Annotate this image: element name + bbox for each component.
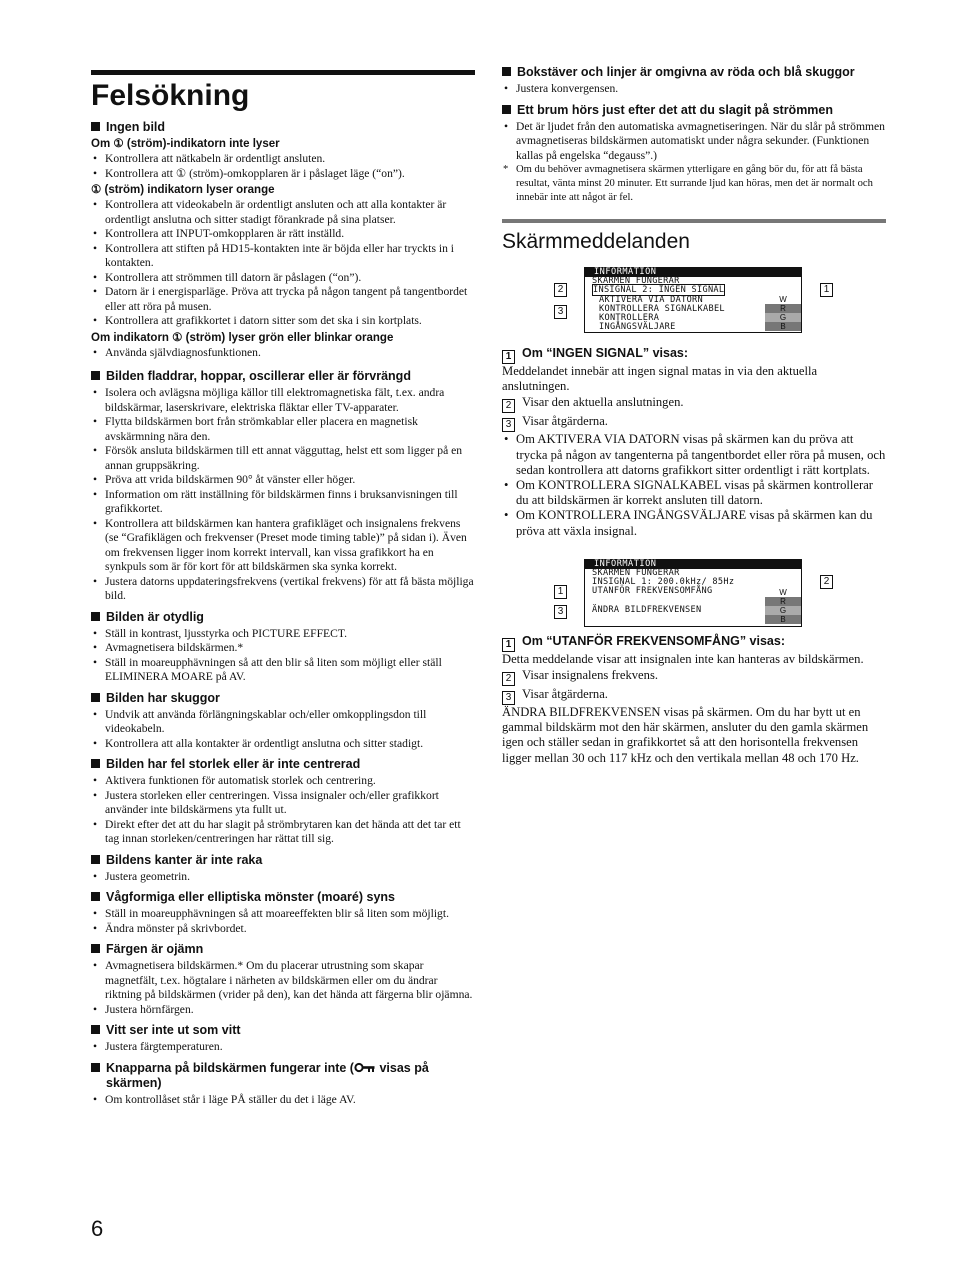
list-item: • Justera färgtemperaturen. (91, 1040, 475, 1055)
osd-screen (584, 267, 802, 333)
square-bullet-icon (502, 67, 511, 76)
bullet-list (91, 627, 475, 685)
numbered-item: 2 Visar den aktuella anslutningen. (502, 394, 886, 413)
list-item: • Kontrollera att stiften på HD15-kontakten inte är böjda eller har tryckts in i kontakten. (91, 242, 475, 271)
osd-line: INGÅNGSVÄLJARE (599, 322, 676, 333)
bullet-list (91, 1040, 475, 1055)
list-item: • Försök ansluta bildskärmen till ett annat vägguttag, helst ett som ligger på en annan gruppsäkring. (91, 444, 475, 473)
bullet-list (91, 346, 475, 361)
bullet-list (91, 152, 475, 181)
list-item: • Ställ in moareupphävningen så att den blir så liten som möjligt eller ställ ELIMINERA MOARE på AV. (91, 656, 475, 685)
square-bullet-icon (91, 371, 100, 380)
callout-2: 2 (554, 283, 567, 297)
section-heading: Vågformiga eller elliptiska mönster (moaré) syns (91, 890, 475, 905)
paragraph: Meddelandet innebär att ingen signal matas in via den aktuella anslutningen. (502, 364, 818, 394)
section-heading: Ett brum hörs just efter det att du slagit på strömmen (502, 103, 886, 118)
subheading: Om ① (ström)-indikatorn inte lyser (91, 138, 280, 150)
osd-line: UTANFÖR FREKVENSOMFÅNG (592, 586, 713, 597)
list-item: • Justera geometrin. (91, 870, 475, 885)
square-bullet-icon (91, 855, 100, 864)
square-bullet-icon (91, 693, 100, 702)
square-bullet-icon (91, 1063, 100, 1072)
osd-diagram-no-signal (502, 263, 886, 343)
page-number: 6 (91, 1216, 104, 1241)
list-item: • Isolera och avlägsna möjliga källor till elektromagnetiska fält, t.ex. andra bildskärmar, laserskrivare, elektriska fläktar eller TV-apparater. (91, 386, 475, 415)
osd-line: INSIGNAL 2: INGEN SIGNAL (593, 285, 725, 296)
list-item: • Om KONTROLLERA INGÅNGSVÄLJARE visas på skärmen kan du pröva att växla insignal. (502, 508, 886, 538)
list-item: • Ställ in moareupphävningen så att moareeffekten blir så liten som möjligt. (91, 907, 475, 922)
callout-1: 1 (554, 585, 567, 599)
bullet-list (91, 774, 475, 847)
list-item: • Kontrollera att strömmen till datorn är påslagen (“on”). (91, 271, 475, 286)
numbered-item: 2 Visar insignalens frekvens. (502, 667, 886, 686)
list-item: • Avmagnetisera bildskärmen.* (91, 641, 475, 656)
page-title: Felsökning (91, 79, 250, 112)
section-title: Skärmmeddelanden (502, 230, 690, 253)
numbered-item: 3 Visar åtgärderna. (502, 686, 886, 705)
item-heading: 1 Om “INGEN SIGNAL” visas: (502, 345, 886, 364)
title-rule (91, 70, 475, 75)
osd-diagram-out-of-range (502, 547, 886, 633)
left-column (91, 70, 475, 1107)
bullet-list (91, 198, 475, 329)
square-bullet-icon (91, 759, 100, 768)
bullet-list (502, 432, 886, 538)
list-item: • Direkt efter det att du har slagit på strömbrytaren kan det hända att det tar ett tag innan storleken/centreringen har rättat till sig. (91, 818, 475, 847)
section-heading: Knapparna på bildskärmen fungerar inte ( visas på skärmen) (91, 1061, 475, 1091)
list-item: • Justera storleken eller centreringen. Vissa insignaler och/eller grafikkort använder inte bildskärmens yta fullt ut. (91, 789, 475, 818)
list-item: • Kontrollera att videokabeln är ordentligt ansluten och att alla kontakter är ordentligt anslutna och sitter stadigt förankrade på sina platser. (91, 198, 475, 227)
list-item: • Ställ in kontrast, ljusstyrka och PICTURE EFFECT. (91, 627, 475, 642)
bullet-list (91, 1093, 475, 1108)
bullet-list (91, 907, 475, 936)
list-item: • Undvik att använda förlängningskablar och/eller omkopplingsdon till videokabeln. (91, 708, 475, 737)
list-item: • Ändra mönster på skrivbordet. (91, 922, 475, 937)
list-item: • Justera konvergensen. (502, 82, 886, 97)
osd-line: SKÄRMEN FUNGERAR (592, 568, 680, 579)
section-heading: Bilden är otydlig (91, 610, 475, 625)
bullet-list (502, 82, 886, 97)
list-item: • Om KONTROLLERA SIGNALKABEL visas på skärmen kontrollerar du att bildskärmen är korrekt ansluten till datorn. (502, 478, 886, 508)
section-heading: Bildens kanter är inte raka (91, 853, 475, 868)
osd-color-indicator: W R G B (765, 588, 801, 624)
bullet-list (91, 708, 475, 752)
list-item: • Använda självdiagnosfunktionen. (91, 346, 475, 361)
osd-line: KONTROLLERA (599, 313, 660, 324)
list-item: • Kontrollera att alla kontakter är ordentligt anslutna och sitter stadigt. (91, 737, 475, 752)
list-item: • Aktivera funktionen för automatisk storlek och centrering. (91, 774, 475, 789)
list-item: • Datorn är i energisparläge. Pröva att trycka på någon tangent på tangentbordet eller att röra på musen. (91, 285, 475, 314)
subheading: ① (ström) indikatorn lyser orange (91, 184, 275, 196)
square-bullet-icon (91, 122, 100, 131)
section-heading: Bilden fladdrar, hoppar, oscillerar eller är förvrängd (91, 369, 475, 384)
list-item: • Kontrollera att ① (ström)-omkopplaren är i påslaget läge (“on”). (91, 167, 475, 182)
list-item: • Pröva att vrida bildskärmen 90° åt vänster eller höger. (91, 473, 475, 488)
list-item: • Kontrollera att nätkabeln är ordentligt ansluten. (91, 152, 475, 167)
item-heading: 1 Om “UTANFÖR FREKVENSOMFÅNG” visas: (502, 633, 886, 652)
section-heading: Bilden har skuggor (91, 691, 475, 706)
list-item: • Om AKTIVERA VIA DATORN visas på skärmen kan du pröva att trycka på någon av tangenterna på tangentbordet eller röra på musen, och sedan kontrollera att datorns grafikkort sitter ordentligt i rätt kortplats. (502, 432, 886, 478)
bullet-list (91, 870, 475, 885)
osd-line: INSIGNAL 1: 200.0kHz/ 85Hz (592, 577, 735, 588)
list-item: • Kontrollera att INPUT-omkopplaren är rätt inställd. (91, 227, 475, 242)
square-bullet-icon (91, 612, 100, 621)
callout-1: 1 (820, 283, 833, 297)
square-bullet-icon (502, 105, 511, 114)
square-bullet-icon (91, 1025, 100, 1034)
key-icon (354, 1062, 376, 1073)
bullet-list (502, 120, 886, 164)
osd-title-bar: INFORMATION (585, 268, 801, 277)
osd-screen (584, 559, 802, 627)
list-item: • Om kontrollåset står i läge PÅ ställer du det i läge AV. (91, 1093, 475, 1108)
osd-title-bar: INFORMATION (585, 560, 801, 569)
list-item: • Flytta bildskärmen bort från strömkablar eller placera en magnetisk avskärmning nära den. (91, 415, 475, 444)
square-bullet-icon (91, 944, 100, 953)
list-item: • Avmagnetisera bildskärmen.* Om du placerar utrustning som skapar magnetfält, t.ex. högtalare i närheten av bildskärmen eller om du ändrar riktning på bildskärmen (vrider på den), kan det hända att färgerna blir ojämna. (91, 959, 475, 1003)
section-heading: Bokstäver och linjer är omgivna av röda och blå skuggor (502, 65, 886, 80)
list-item: • Kontrollera att bildskärmen kan hantera grafikläget och insignalens frekvens (se “Grafiklägen och frekvenser (Preset mode timing table)” på sidan i). Även om frekvensen ligger inom korrekt intervall, kan vissa grafikkort ha en synkpuls som är för kort för att bildskärmen ska synka korrekt. (91, 517, 475, 575)
section-heading: Ingen bild (91, 120, 475, 135)
list-item: • Information om rätt inställning för bildskärmen finns i bruksanvisningen till grafikkortet. (91, 488, 475, 517)
section-heading: Bilden har fel storlek eller är inte centrerad (91, 757, 475, 772)
bullet-list (91, 959, 475, 1017)
callout-3: 3 (554, 605, 567, 619)
callout-3: 3 (554, 305, 567, 319)
subheading: Om indikatorn ① (ström) lyser grön eller blinkar orange (91, 331, 394, 344)
bullet-list (91, 386, 475, 604)
osd-line: ÄNDRA BILDFREKVENSEN (592, 604, 702, 615)
osd-line: KONTROLLERA SIGNALKABEL (599, 303, 725, 314)
paragraph: Detta meddelande visar att insignalen inte kan hanteras av bildskärmen. (502, 651, 864, 666)
list-item: • Justera hörnfärgen. (91, 1003, 475, 1018)
paragraph: ÄNDRA BILDFREKVENSEN visas på skärmen. Om du har bytt ut en gammal bildskärm mot den här skärmen, ansluter du den gamla skärmen igen och ställer sedan in grafikkortet så att den horisontella frekvensen ligger mellan 30 och 117 kHz och den vertikala mellan 48 och 170 Hz. (502, 705, 869, 765)
osd-line: AKTIVERA VIA DATORN (599, 294, 704, 305)
section-heading: Vitt ser inte ut som vitt (91, 1023, 475, 1038)
section-heading: Färgen är ojämn (91, 942, 475, 957)
right-column (502, 65, 886, 766)
osd-color-indicator: W R G B (765, 295, 801, 331)
list-item: • Kontrollera att grafikkortet i datorn sitter som det ska i sin kortplats. (91, 314, 475, 329)
footnote: * Om du behöver avmagnetisera skärmen ytterligare en gång bör du, för att få bästa resultat, vänta minst 20 minuter. Ett surrande ljud kan höras, men det är normalt och innebär inte att något är fel. (503, 164, 873, 203)
list-item: • Justera datorns uppdateringsfrekvens (vertikal frekvens) för att få bästa möjliga bild. (91, 575, 475, 604)
osd-line: SKÄRMEN FUNGERAR (592, 276, 680, 287)
numbered-item: 3 Visar åtgärderna. (502, 413, 886, 432)
callout-2: 2 (820, 575, 833, 589)
square-bullet-icon (91, 892, 100, 901)
list-item: • Det är ljudet från den automatiska avmagnetiseringen. När du slår på strömmen avmagnetiseras bildskärmen automatiskt under några sekunder. (Funktionen kallas på engelska “degauss”.) (502, 120, 886, 164)
section-rule (502, 219, 886, 223)
